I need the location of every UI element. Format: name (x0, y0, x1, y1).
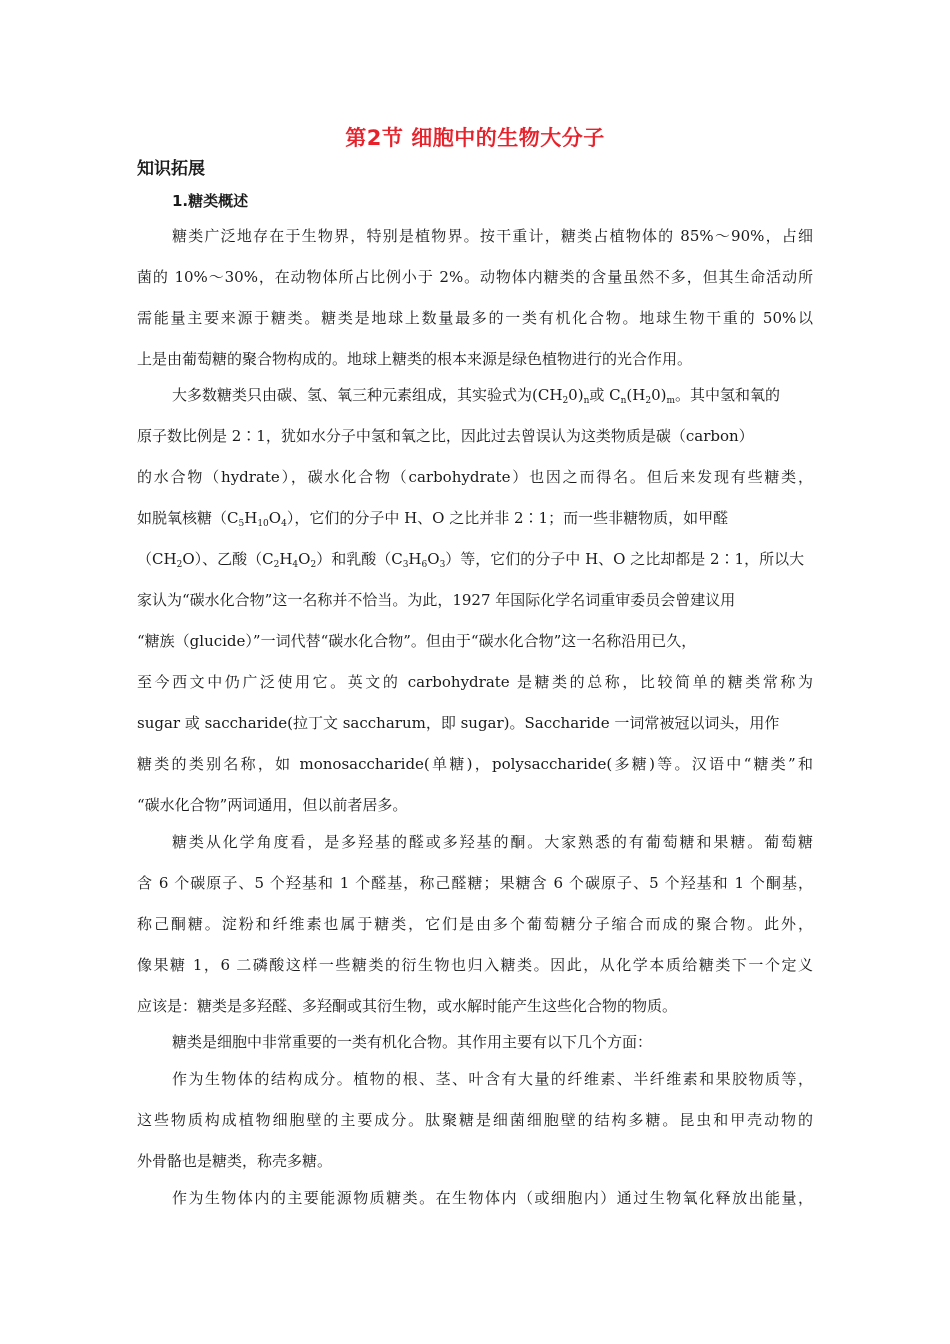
formula: $(CH_20)_n$或 $C_n(H_20)_m$ (532, 386, 676, 406)
paragraph-line: 作为生物体内的主要能源物质糖类。在生物体内（或细胞内）通过生物氧化释放出能量， (172, 1189, 813, 1207)
paragraph-line: 应该是：糖类是多羟醛、多羟酮或其衍生物，或水解时能产生这些化合物的物质。 (137, 997, 678, 1015)
paragraph-line: 原子数比例是 2∶1，犹如水分子中氢和氧之比，因此过去曾误认为这类物质是碳（carbon） (137, 427, 754, 445)
paragraph-line: 家认为“碳水化合物”这一名称并不恰当。为此，1927 年国际化学名词重审委员会曾建议用 (137, 591, 736, 609)
formula: $C_5H_{10}O_4$ (227, 509, 287, 529)
page-title: 第2节 细胞中的生物大分子 (345, 126, 605, 150)
paragraph-line: sugar 或 saccharide(拉丁文 saccharum，即 sugar)。Saccharide 一词常被冠以词头，用作 (137, 714, 780, 732)
paragraph-line: 糖类广泛地存在于生物界，特别是植物界。按干重计，糖类占植物体的 85%～90%，占细 (172, 227, 813, 245)
paragraph-line: 上是由葡萄糖的聚合物构成的。地球上糖类的根本来源是绿色植物进行的光合作用。 (137, 350, 693, 368)
paragraph-line: 菌的 10%～30%，在动物体所占比例小于 2%。动物体内糖类的含量虽然不多，但其生命活动所 (137, 268, 813, 286)
paragraph-line: $(CH_2O)$、乙酸$(C_2H_4O_2)$和乳酸$(C_3H_6O_3)$等，它们的分子中 H、O 之比却都是 2∶1，所以大 (137, 550, 805, 570)
paragraph-line: 如脱氧核糖$(C_5H_{10}O_4)$，它们的分子中 H、O 之比并非 2∶1；而一些非糖物质，如甲醛 (137, 509, 729, 529)
paragraph-line: 大多数糖类只由碳、氢、氧三种元素组成，其实验式为$(CH_20)_n$或 $C_n(H_20)_m$。其中氢和氧的 (172, 386, 781, 406)
subsection-heading: 1.糖类概述 (172, 192, 249, 210)
line-text: 大多数糖类只由碳、氢、氧三种元素组成，其实验式为 (172, 386, 533, 404)
paragraph-line: 的水合物（hydrate），碳水化合物（carbohydrate）也因之而得名。但后来发现有些糖类， (137, 468, 813, 486)
paragraph-line: “糖族（glucide）”一词代替“碳水化合物”。但由于“碳水化合物”这一名称沿用已久， (137, 632, 697, 650)
section-heading: 知识拓展 (137, 159, 205, 179)
paragraph-line: 作为生物体的结构成分。植物的根、茎、叶含有大量的纤维素、半纤维素和果胶物质等， (172, 1070, 813, 1088)
paragraph-line: 称己酮糖。淀粉和纤维素也属于糖类，它们是由多个葡萄糖分子缩合而成的聚合物。此外， (137, 915, 813, 933)
paragraph-line: 像果糖 1，6 二磷酸这样一些糖类的衍生物也归入糖类。因此，从化学本质给糖类下一个定义 (137, 956, 813, 974)
paragraph-line: 外骨骼也是糖类，称壳多糖。 (137, 1152, 333, 1170)
paragraph-line: 这些物质构成植物细胞壁的主要成分。肽聚糖是细菌细胞壁的结构多糖。昆虫和甲壳动物的 (137, 1111, 813, 1129)
paragraph-line: “碳水化合物”两词通用，但以前者居多。 (137, 796, 408, 814)
paragraph-line: 糖类是细胞中非常重要的一类有机化合物。其作用主要有以下几个方面： (172, 1033, 653, 1051)
paragraph-line: 含 6 个碳原子、5 个羟基和 1 个醛基，称己醛糖；果糖含 6 个碳原子、5 个羟基和 1 个酮基， (137, 874, 813, 892)
paragraph-line: 糖类的类别名称，如 monosaccharide(单糖)，polysaccharide(多糖)等。汉语中“糖类”和 (137, 755, 813, 773)
paragraph-line: 至今西文中仍广泛使用它。英文的 carbohydrate 是糖类的总称，比较简单的糖类常称为 (137, 673, 813, 691)
paragraph-line: 糖类从化学角度看，是多羟基的醛或多羟基的酮。大家熟悉的有葡萄糖和果糖。葡萄糖 (172, 833, 813, 851)
paragraph-line: 需能量主要来源于糖类。糖类是地球上数量最多的一类有机化合物。地球生物干重的 50%以 (137, 309, 813, 327)
